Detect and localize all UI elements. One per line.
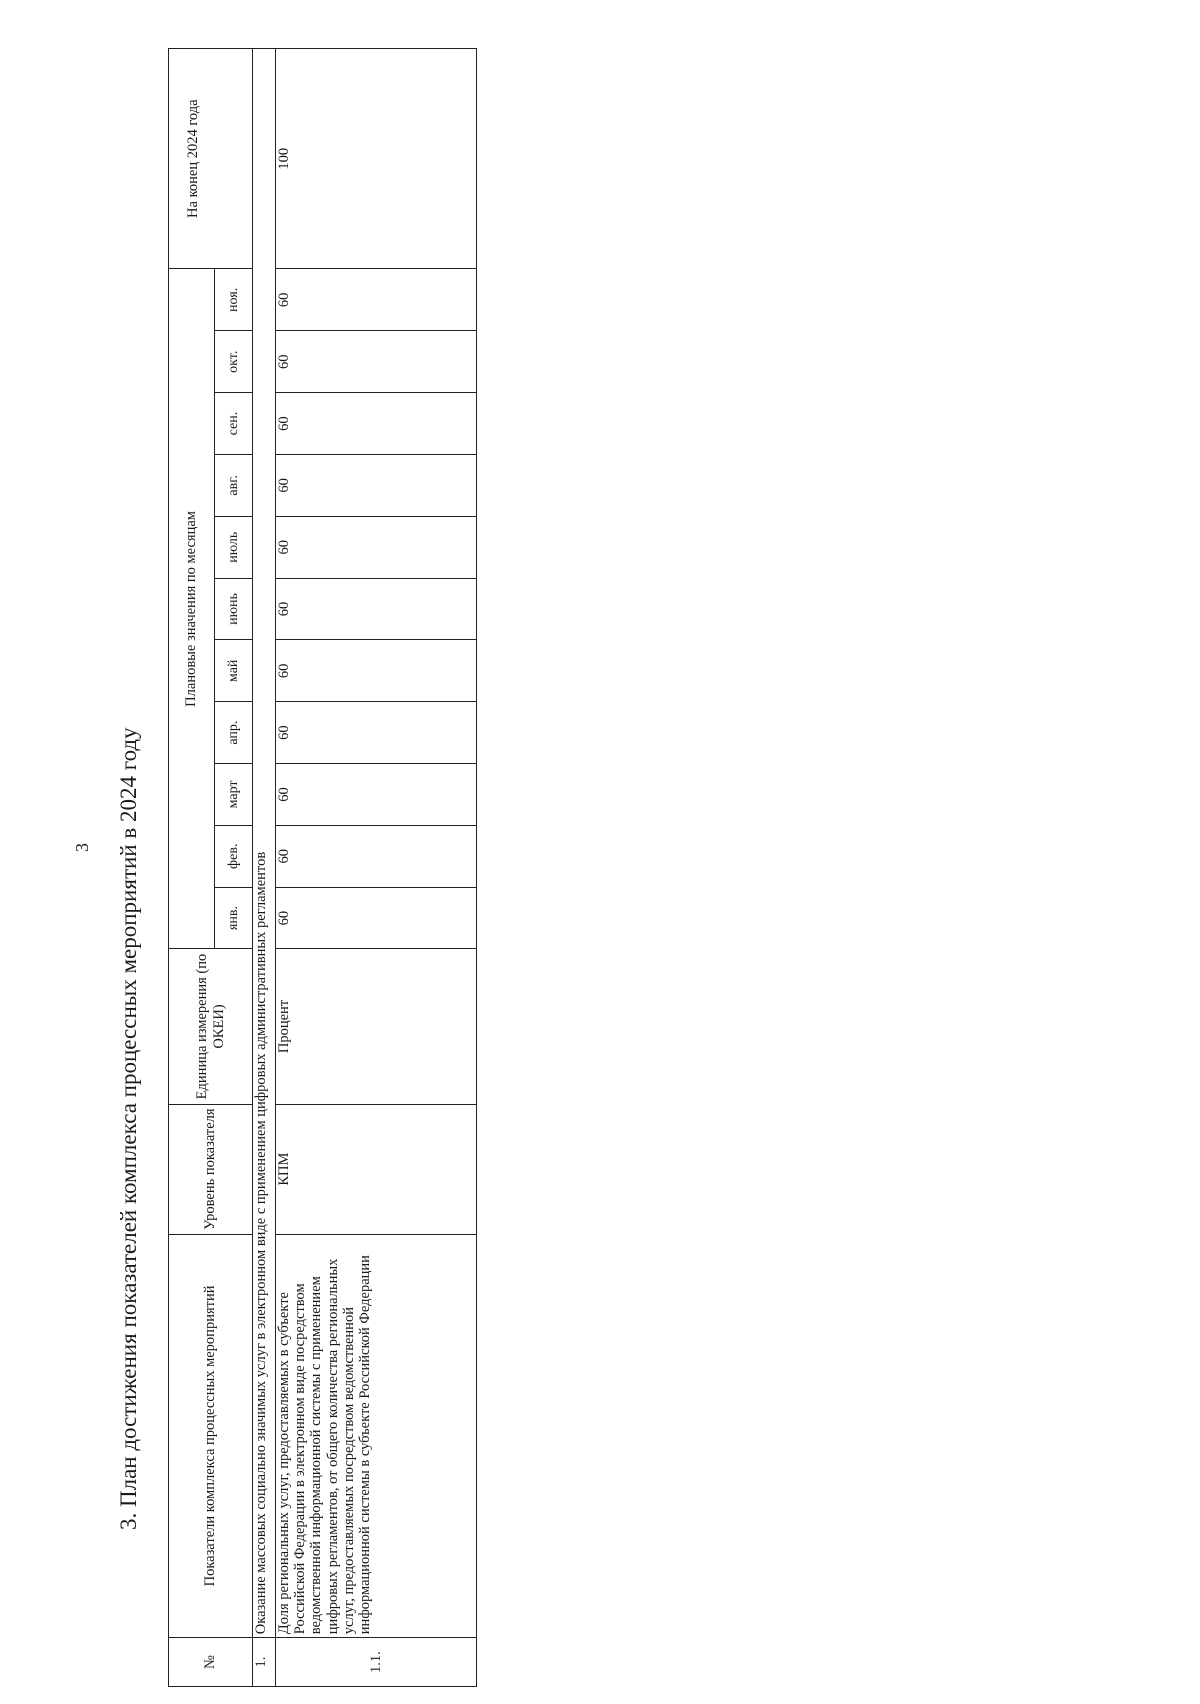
header-unit: Единица измерения (по ОКЕИ) bbox=[169, 949, 253, 1104]
row-month-value: 60 bbox=[276, 454, 477, 516]
row-month-value: 60 bbox=[276, 331, 477, 393]
plan-table bbox=[168, 48, 477, 1687]
header-month: ноя. bbox=[215, 269, 253, 331]
header-month: июль bbox=[215, 516, 253, 578]
section-title: Оказание массовых социально значимых услуг в электронном виде с применением цифровых административных регламентов bbox=[253, 49, 276, 1638]
header-month: июнь bbox=[215, 578, 253, 640]
header-month: авг. bbox=[215, 454, 253, 516]
row-month-value: 60 bbox=[276, 269, 477, 331]
row-unit: Процент bbox=[276, 949, 477, 1104]
header-month: сен. bbox=[215, 393, 253, 455]
header-month: апр. bbox=[215, 702, 253, 764]
section-row bbox=[253, 49, 276, 1687]
row-month-value: 60 bbox=[276, 578, 477, 640]
row-month-value: 60 bbox=[276, 516, 477, 578]
row-month-value: 60 bbox=[276, 640, 477, 702]
header-month: фев. bbox=[215, 825, 253, 887]
header-level: Уровень показателя bbox=[169, 1104, 253, 1234]
row-month-value: 60 bbox=[276, 702, 477, 764]
page-number: 3 bbox=[72, 843, 92, 852]
row-month-value: 60 bbox=[276, 825, 477, 887]
row-number: 1.1. bbox=[276, 1638, 477, 1687]
header-indicator: Показатели комплекса процессных мероприятий bbox=[169, 1234, 253, 1637]
row-month-value: 60 bbox=[276, 393, 477, 455]
header-month: янв. bbox=[215, 887, 253, 949]
table-row bbox=[276, 49, 477, 1687]
row-indicator: Доля региональных услуг, предоставляемых в субъекте Российской Федерации в электронном виде посредством ведомственной информационной системы с применением цифровых регламентов, от общего количества региональных услуг, предоставляемых посредством ведомственной информационной системы в субъекте Российской Федерации bbox=[276, 1234, 477, 1637]
row-month-value: 60 bbox=[276, 887, 477, 949]
header-planned: Плановые значения по месяцам bbox=[169, 269, 215, 949]
header-no: № bbox=[169, 1638, 253, 1687]
header-month: март bbox=[215, 764, 253, 826]
page-title: 3. План достижения показателей комплекса процессных мероприятий в 2024 году bbox=[116, 727, 141, 1530]
header-month: май bbox=[215, 640, 253, 702]
header-end-year: На конец 2024 года bbox=[169, 49, 253, 269]
section-number: 1. bbox=[253, 1638, 276, 1687]
row-end-year-value: 100 bbox=[276, 49, 477, 269]
row-month-value: 60 bbox=[276, 764, 477, 826]
row-level: КПМ bbox=[276, 1104, 477, 1234]
header-month: окт. bbox=[215, 331, 253, 393]
plan-table-container bbox=[168, 48, 474, 1687]
